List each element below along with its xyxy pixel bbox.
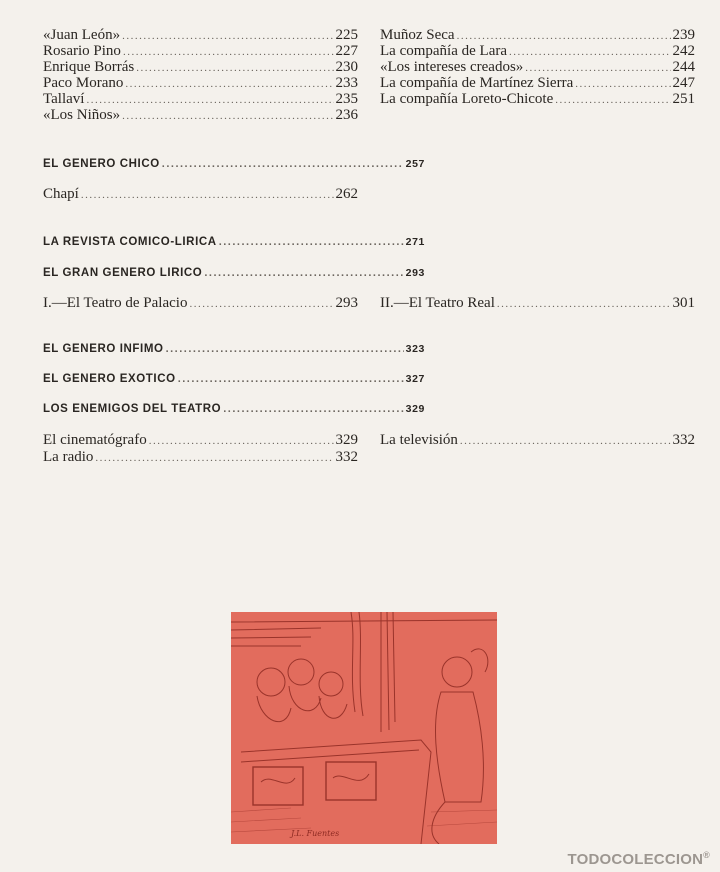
svg-text:J.L. Fuentes: J.L. Fuentes: [291, 829, 340, 838]
toc-entry: «Juan León» ..... 225: [43, 27, 358, 44]
toc-entry: Tallaví ..... 235: [43, 91, 358, 108]
toc-entry: Enrique Borrás ..... 230: [43, 59, 358, 76]
section-heading: EL GENERO EXOTICO ..... 327: [43, 371, 425, 387]
toc-entry: I.—El Teatro de Palacio ..... 293: [43, 295, 358, 312]
theatre-illustration: [231, 612, 497, 844]
toc-entry: El cinematógrafo ..... 329: [43, 432, 358, 449]
engraving-image: [231, 612, 497, 844]
toc-entry: «Los Niños» ..... 236: [43, 107, 358, 124]
toc-entry: La televisión ..... 332: [380, 432, 695, 449]
toc-entry: La radio ..... 332: [43, 449, 358, 466]
toc-entry: Paco Morano ..... 233: [43, 75, 358, 92]
toc-entry: La compañía de Lara ..... 242: [380, 43, 695, 60]
toc-entry: II.—El Teatro Real ..... 301: [380, 295, 695, 312]
toc-entry: La compañía de Martínez Sierra ..... 247: [380, 75, 695, 92]
watermark: TODOCOLECCION®: [567, 850, 710, 868]
section-heading: EL GENERO INFIMO ..... 323: [43, 341, 425, 357]
toc-entry: «Los intereses creados» ..... 244: [380, 59, 695, 76]
section-heading: LA REVISTA COMICO-LIRICA ..... 271: [43, 234, 425, 250]
toc-entry: Rosario Pino ..... 227: [43, 43, 358, 60]
section-heading: EL GRAN GENERO LIRICO ..... 293: [43, 265, 425, 281]
toc-entry: Muñoz Seca ..... 239: [380, 27, 695, 44]
section-heading: EL GENERO CHICO ..... 257: [43, 156, 425, 172]
toc-entry: Chapí ..... 262: [43, 186, 358, 203]
toc-entry: La compañía Loreto-Chicote ..... 251: [380, 91, 695, 108]
section-heading: LOS ENEMIGOS DEL TEATRO ..... 329: [43, 401, 425, 417]
